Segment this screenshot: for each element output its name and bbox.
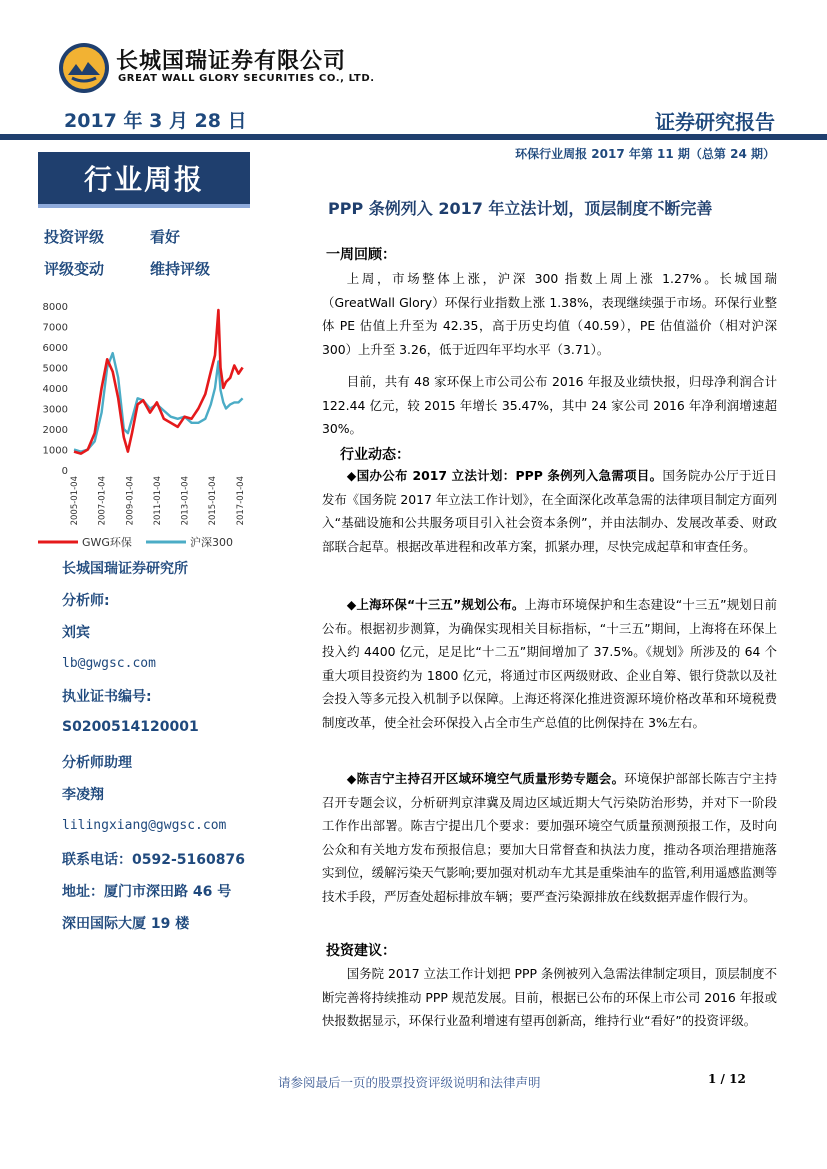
cert-label: 执业证书编号: (62, 689, 152, 705)
legend-label: GWG环保 (82, 536, 132, 549)
y-tick-label: 7000 (42, 322, 68, 334)
address-line-2: 深田国际大厦 19 楼 (62, 916, 190, 932)
news-item-3-body: 环境保护部部长陈吉宁主持召开专题会议，分析研判京津冀及周边区域近期大气污染防治形势，并对下一阶段工作作出部署。陈吉宁提出几个要求：要加强环境空气质量预测预报工作，及时向公众和有关地方发布预报信息；要加大日常督查和执法力度，推动各项治理措施落实到位，缓解污染天气影响;要加强对机动车尤其是重柴油车的监管,利用遥感监测等技术手段，严厉查处超标排放车辆；要严查污染源排放在线数据弄虚作假行为。 (322, 771, 778, 904)
rating-change-label: 评级变动 (44, 260, 105, 278)
y-tick-label: 3000 (42, 404, 68, 416)
news-item-1 (322, 464, 777, 558)
x-tick-label: 2011-01-04 (152, 476, 163, 526)
news-item-3-head: ◆陈吉宁主持召开区域环境空气质量形势专题会。 (346, 771, 625, 786)
paragraph-advice: 国务院 2017 立法工作计划把 PPP 条例被列入急需法律制定项目，顶层制度不断完善将持续推动 PPP 规范发展。目前，根据已公布的环保上市公司 2016 年报或快报数据显示，环保行业盈利增速有望再创新高，维持行业“看好”的投资评级。 (322, 966, 777, 1029)
weekly-label: 行业周报 (83, 163, 204, 196)
y-tick-label: 8000 (42, 302, 68, 313)
contact-phone: 联系电话：0592-5160876 (62, 852, 245, 868)
weekly-banner (38, 152, 250, 208)
page-number: 1 / 12 (708, 1072, 746, 1086)
y-tick-label: 5000 (42, 363, 68, 375)
analyst-name: 刘宾 (62, 625, 90, 641)
series-line (74, 310, 243, 454)
company-name-en: GREAT WALL GLORY SECURITIES CO., LTD. (118, 73, 375, 84)
x-tick-label: 2009-01-04 (125, 476, 136, 526)
report-type: 证券研究报告 (655, 110, 775, 134)
assistant-email[interactable]: lilingxiang@gwgsc.com (62, 818, 227, 833)
company-logo-icon (58, 42, 110, 94)
y-tick-label: 1000 (42, 445, 68, 457)
section-heading-advice: 投资建议： (326, 943, 396, 959)
x-tick-label: 2013-01-04 (180, 476, 191, 526)
news-item-2 (322, 593, 777, 735)
disclaimer-note: 请参阅最后一页的股票投资评级说明和法律声明 (278, 1075, 541, 1090)
legend-label: 沪深300 (190, 536, 233, 549)
report-date: 2017 年 3 月 28 日 (64, 110, 247, 132)
news-item-2-body: 上海市环境保护和生态建设“十三五”规划日前公布。根据初步测算，为确保实现相关目标指标，“十三五”期间，上海将在环保上投入约 4400 亿元，足足比“十二五”期间增加了 37.5%。《规划》所涉及的 64 个重大项目投资约为 1800 亿元，将通过市区两级财政、企业自筹、银行贷款以及社会投入等多元投入机制予以保障。上海还将深化推进资源环境价格改革和环境税费制度改革，使全社会环保投入占全市生产总值的比例保持在 3%左右。 (322, 597, 777, 730)
assistant-name: 李凌翔 (62, 787, 104, 803)
x-tick-label: 2005-01-04 (70, 476, 80, 526)
index-chart (30, 294, 256, 556)
x-tick-label: 2007-01-04 (97, 476, 108, 526)
paragraph-market-review: 上周，市场整体上涨，沪深 300 指数上周上涨 1.27%。长城国瑞（GreatWall Glory）环保行业指数上涨 1.38%，表现继续强于市场。环保行业整体 PE 估值上升至为 42.35，高于历史均值（40.59），PE 估值溢价（相对沪深 300）上升至 3.26，低于近四年平均水平（3.71）。 (322, 271, 777, 357)
rating-value: 看好 (150, 228, 181, 246)
issue-line: 环保行业周报 2017 年第 11 期（总第 24 期） (515, 147, 775, 161)
section-heading-news: 行业动态： (340, 447, 410, 463)
header-divider (0, 134, 827, 140)
news-item-3 (322, 767, 777, 909)
news-item-2-head: ◆上海环保“十三五”规划公布。 (346, 597, 525, 612)
cert-number: S0200514120001 (62, 719, 199, 735)
news-item-1-head: ◆国办公布 2017 立法计划：PPP 条例列入急需项目。 (346, 468, 663, 483)
company-name-cn: 长城国瑞证券有限公司 (116, 49, 347, 74)
x-tick-label: 2015-01-04 (208, 476, 219, 526)
y-tick-label: 6000 (42, 343, 68, 354)
assistant-label: 分析师助理 (62, 755, 132, 771)
analyst-label: 分析师: (62, 593, 110, 609)
section-heading-review: 一周回顾： (326, 247, 396, 263)
x-tick-label: 2017-01-04 (235, 476, 246, 526)
research-institute: 长城国瑞证券研究所 (62, 561, 188, 577)
y-tick-label: 2000 (42, 425, 68, 436)
index-chart-svg (30, 294, 256, 556)
paragraph-earnings: 目前，共有 48 家环保上市公司公布 2016 年报及业绩快报，归母净利润合计 122.44 亿元，较 2015 年增长 35.47%，其中 24 家公司 2016 年净利润增速超 30%。 (322, 374, 777, 437)
rating-change-value: 维持评级 (150, 260, 211, 278)
address-line-1: 地址：厦门市深田路 46 号 (62, 884, 232, 900)
rating-label: 投资评级 (44, 228, 105, 246)
report-title: PPP 条例列入 2017 年立法计划，顶层制度不断完善 (328, 199, 713, 218)
y-tick-label: 4000 (42, 384, 68, 395)
news-item-1-body: 国务院办公厅于近日发布《国务院 2017 年立法工作计划》，在全面深化改革急需的法律项目制定方面列入“基础设施和公共服务项目引入社会资本条例”，并由法制办、发展改革委、财政部联合起草。根据改革进程和改革方案，抓紧办理，尽快完成起草和审查任务。 (322, 468, 778, 554)
analyst-email[interactable]: lb@gwgsc.com (62, 656, 156, 671)
y-tick-label: 0 (61, 466, 68, 477)
